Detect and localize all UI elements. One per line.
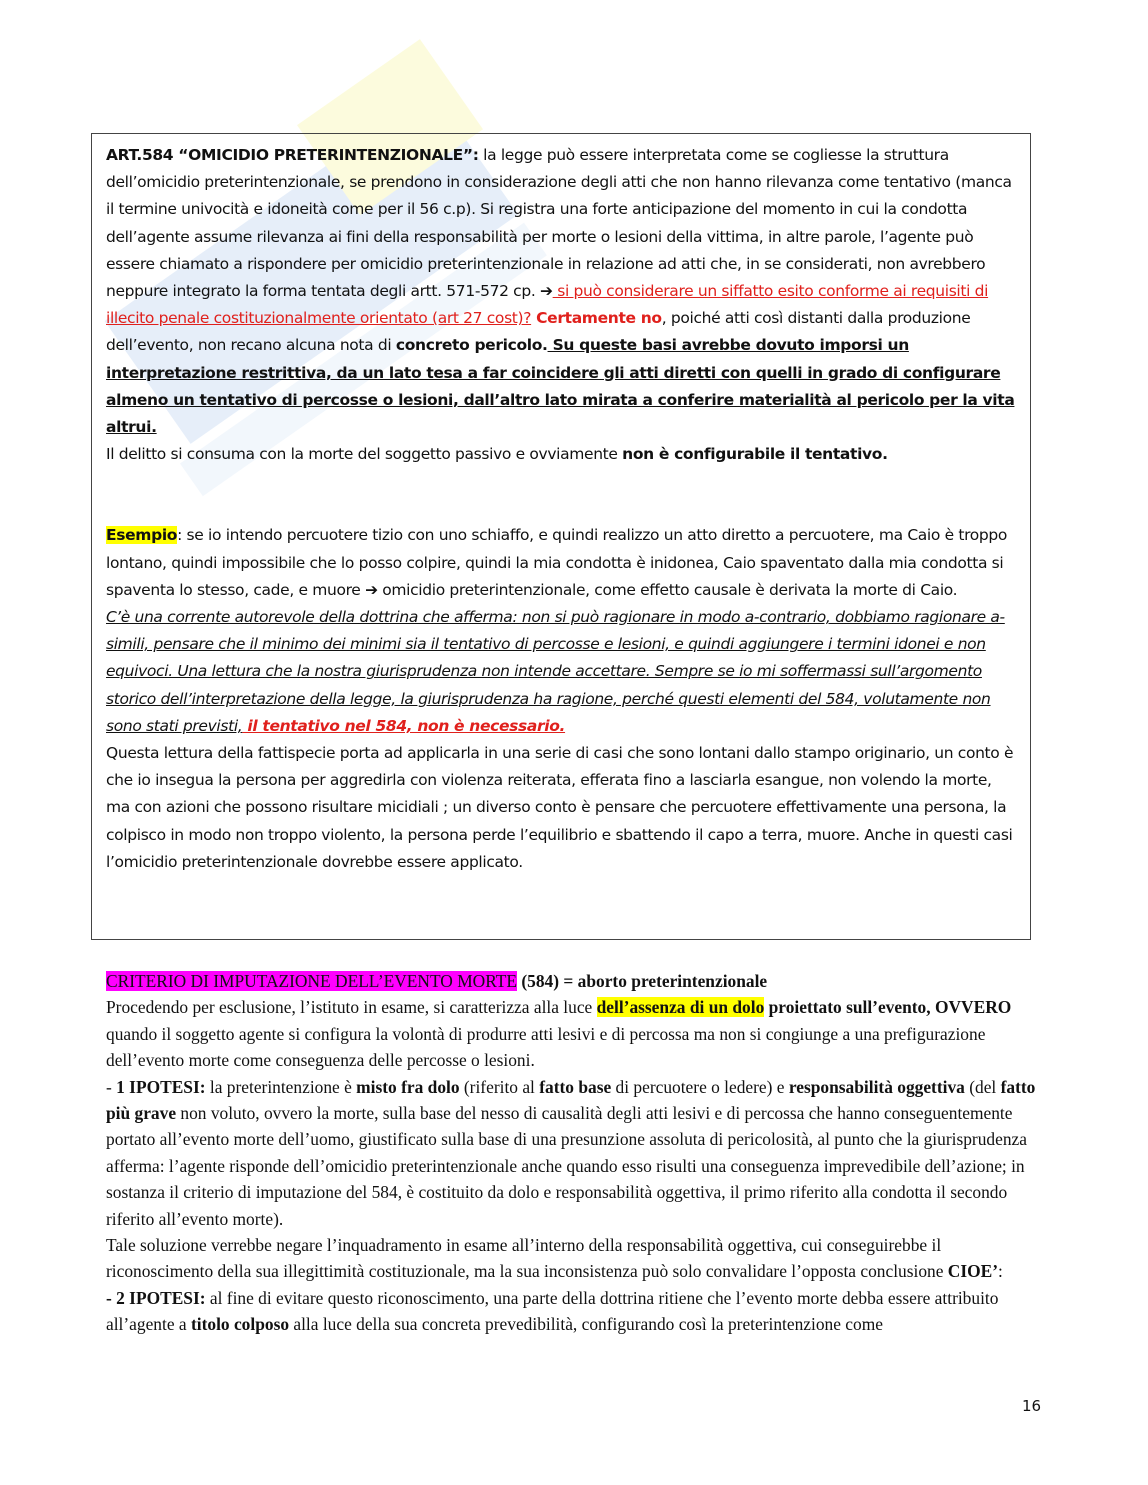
section-title-highlight: CRITERIO DI IMPUTAZIONE DELL’EVENTO MORTE [106,971,518,991]
esempio-label: Esempio [106,526,178,545]
tentativo-not-necessary: il tentativo nel 584, non è necessario. [242,716,566,735]
section-title: CRITERIO DI IMPUTAZIONE DELL’EVENTO MORTE (584) = aborto preterintenzionale [106,971,768,991]
art584-heading: ART.584 “OMICIDIO PRETERINTENZIONALE”: [106,146,479,164]
arrow-icon: ➔ [365,580,378,599]
assenza-dolo-highlight: dell’assenza di un dolo [596,997,765,1018]
constitutional-question: si può considerare un siffatto esito conforme ai requisiti di illecito penale costituzionalmente orientato (art 27 cost)? [106,282,989,328]
arrow-icon: ➔ [540,282,553,301]
paragraph-ipotesi-2: - 2 IPOTESI: al fine di evitare questo riconoscimento, una parte della dottrina ritiene che l’evento morte debba essere attribuito all’agente a titolo colposo alla luce della sua concreta prevedibilità, configurando così la preterintenzione come [106,1287,999,1335]
paragraph-ipotesi-1: - 1 IPOTESI: la preterintenzione è misto fra dolo (riferito al fatto base di percuotere o ledere) e responsabilità oggettiva (del fatto più grave non voluto, ovvero la morte, sulla base del nesso di causalità degli atti lesivi e di percossa che hanno conseguentemente portato all’evento morte dell’uomo, giustificato sulla base di una presunzione assoluta di pericolosità, al punto che la giurisprudenza afferma: l’agente risponde dell’omicidio preterintenzionale anche quando esso risulti una conseguenza imprevedibile dell’azione; in sostanza il criterio di imputazione del 584, è costituito da dolo e responsabilità oggettiva, il primo riferito alla condotta il secondo riferito all’evento morte). [106,1076,1036,1229]
paragraph-lettura: Questa lettura della fattispecie porta ad applicarla in una serie di casi che sono lontani dallo stampo originario, un conto è che io insegua la persona per aggredirla con violenza reiterata, efferata fino a lasciarla esangue, non volendo la morte, ma con azioni che possono risultare micidiali ; un diverso conto è pensare che percuotere effettivamente una persona, la colpisco in modo non troppo violento, la persona perde l’equilibrio e sbattendo il capo a terra, muore. Anche in questi casi l’omicidio preterintenzionale dovrebbe essere applicato. [106,744,1014,871]
paragraph-esempio: Esempio: se io intendo percuotere tizio con uno schiaffo, e quindi realizzo un atto diretto a percuotere, ma Caio è troppo lontano, quindi impossibile che lo posso colpire, quindi la mia condotta è inidonea, Caio spaventato dalla mia condotta si spaventa lo stesso, cade, e muore ➔ omicidio preterintenzionale, come effetto causale è derivata la morte di Caio. [106,526,1008,599]
section-criterio [106,968,1046,1338]
answer-certamente-no: Certamente no [531,309,662,328]
page-number: 16 [1022,1397,1042,1415]
paragraph-art584: ART.584 “OMICIDIO PRETERINTENZIONALE”: la legge può essere interpretata come se cogliesse la struttura dell’omicidio preterintenzionale, se prendono in considerazione degli atti che non hanno rilevanza come tentativo (manca il termine univocità e idoneità come per il 56 c.p). Si registra una forte anticipazione del momento in cui la condotta dell’agente assume rilevanza ai fini della responsabilità per morte o lesioni della vittima, in altre parole, l’agente può essere chiamato a rispondere per omicidio preterintenzionale in relazione ad atti che, in se considerati, non avrebbero neppure integrato la forma tentata degli artt. 571-572 cp. ➔ si può considerare un siffatto esito conforme ai requisiti di illecito penale costituzionalmente orientato (art 27 cost)? Certamente no, poiché atti così distanti dalla produzione dell’evento, non recano alcuna nota di concreto pericolo. Su queste basi avrebbe dovuto imporsi un interpretazione restrittiva, da un lato tesa a far coincidere gli atti diretti con quelli in grado di configurare almeno un tentativo di percosse o lesioni, dall’altro lato mirata a conferire materialità al pericolo per la vita altrui. [106,146,1015,437]
paragraph-esclusione: Procedendo per esclusione, l’istituto in esame, si caratterizza alla luce dell’assenza di un dolo proiettato sull’evento, OVVERO quando il soggetto agente si configura la volontà di produrre atti lesivi e di percossa ma non si congiunge a una prefigurazione dell’evento morte come conseguenza delle percosse o lesioni. [106,997,1012,1071]
restrictive-interpretation: Su queste basi avrebbe dovuto imporsi un interpretazione restrittiva, da un lato tesa a far coincidere gli atti diretti con quelli in grado di configurare almeno un tentativo di percosse o lesioni, dall’altro lato mirata a conferire materialità al pericolo per la vita altrui. [106,336,1015,437]
paragraph-soluzione: Tale soluzione verrebbe negare l’inquadramento in esame all’interno della responsabilità oggettiva, cui conseguirebbe il riconoscimento della sua illegittimità costituzionale, ma la sua inconsistenza può solo convalidare l’opposta conclusione CIOE’: [106,1235,1003,1282]
paragraph-consumazione: Il delitto si consuma con la morte del soggetto passivo e ovviamente non è configurabile il tentativo. [106,445,888,464]
paragraph-dottrina: C’è una corrente autorevole della dottrina che afferma: non si può ragionare in modo a-contrario, dobbiamo ragionare a-simili, pensare che il minimo dei minimi sia il tentativo di percosse e lesioni, e quindi aggiungere i termini idonei e non equivoci. Una lettura che la nostra giurisprudenza non intende accettare. Sempre se io mi soffermassi sull’argomento storico dell’interpretazione della legge, la giurisprudenza ha ragione, perché questi elementi del 584, volutamente non sono stati previsti, il tentativo nel 584, non è necessario. [106,608,1005,735]
content-box [91,133,1031,940]
